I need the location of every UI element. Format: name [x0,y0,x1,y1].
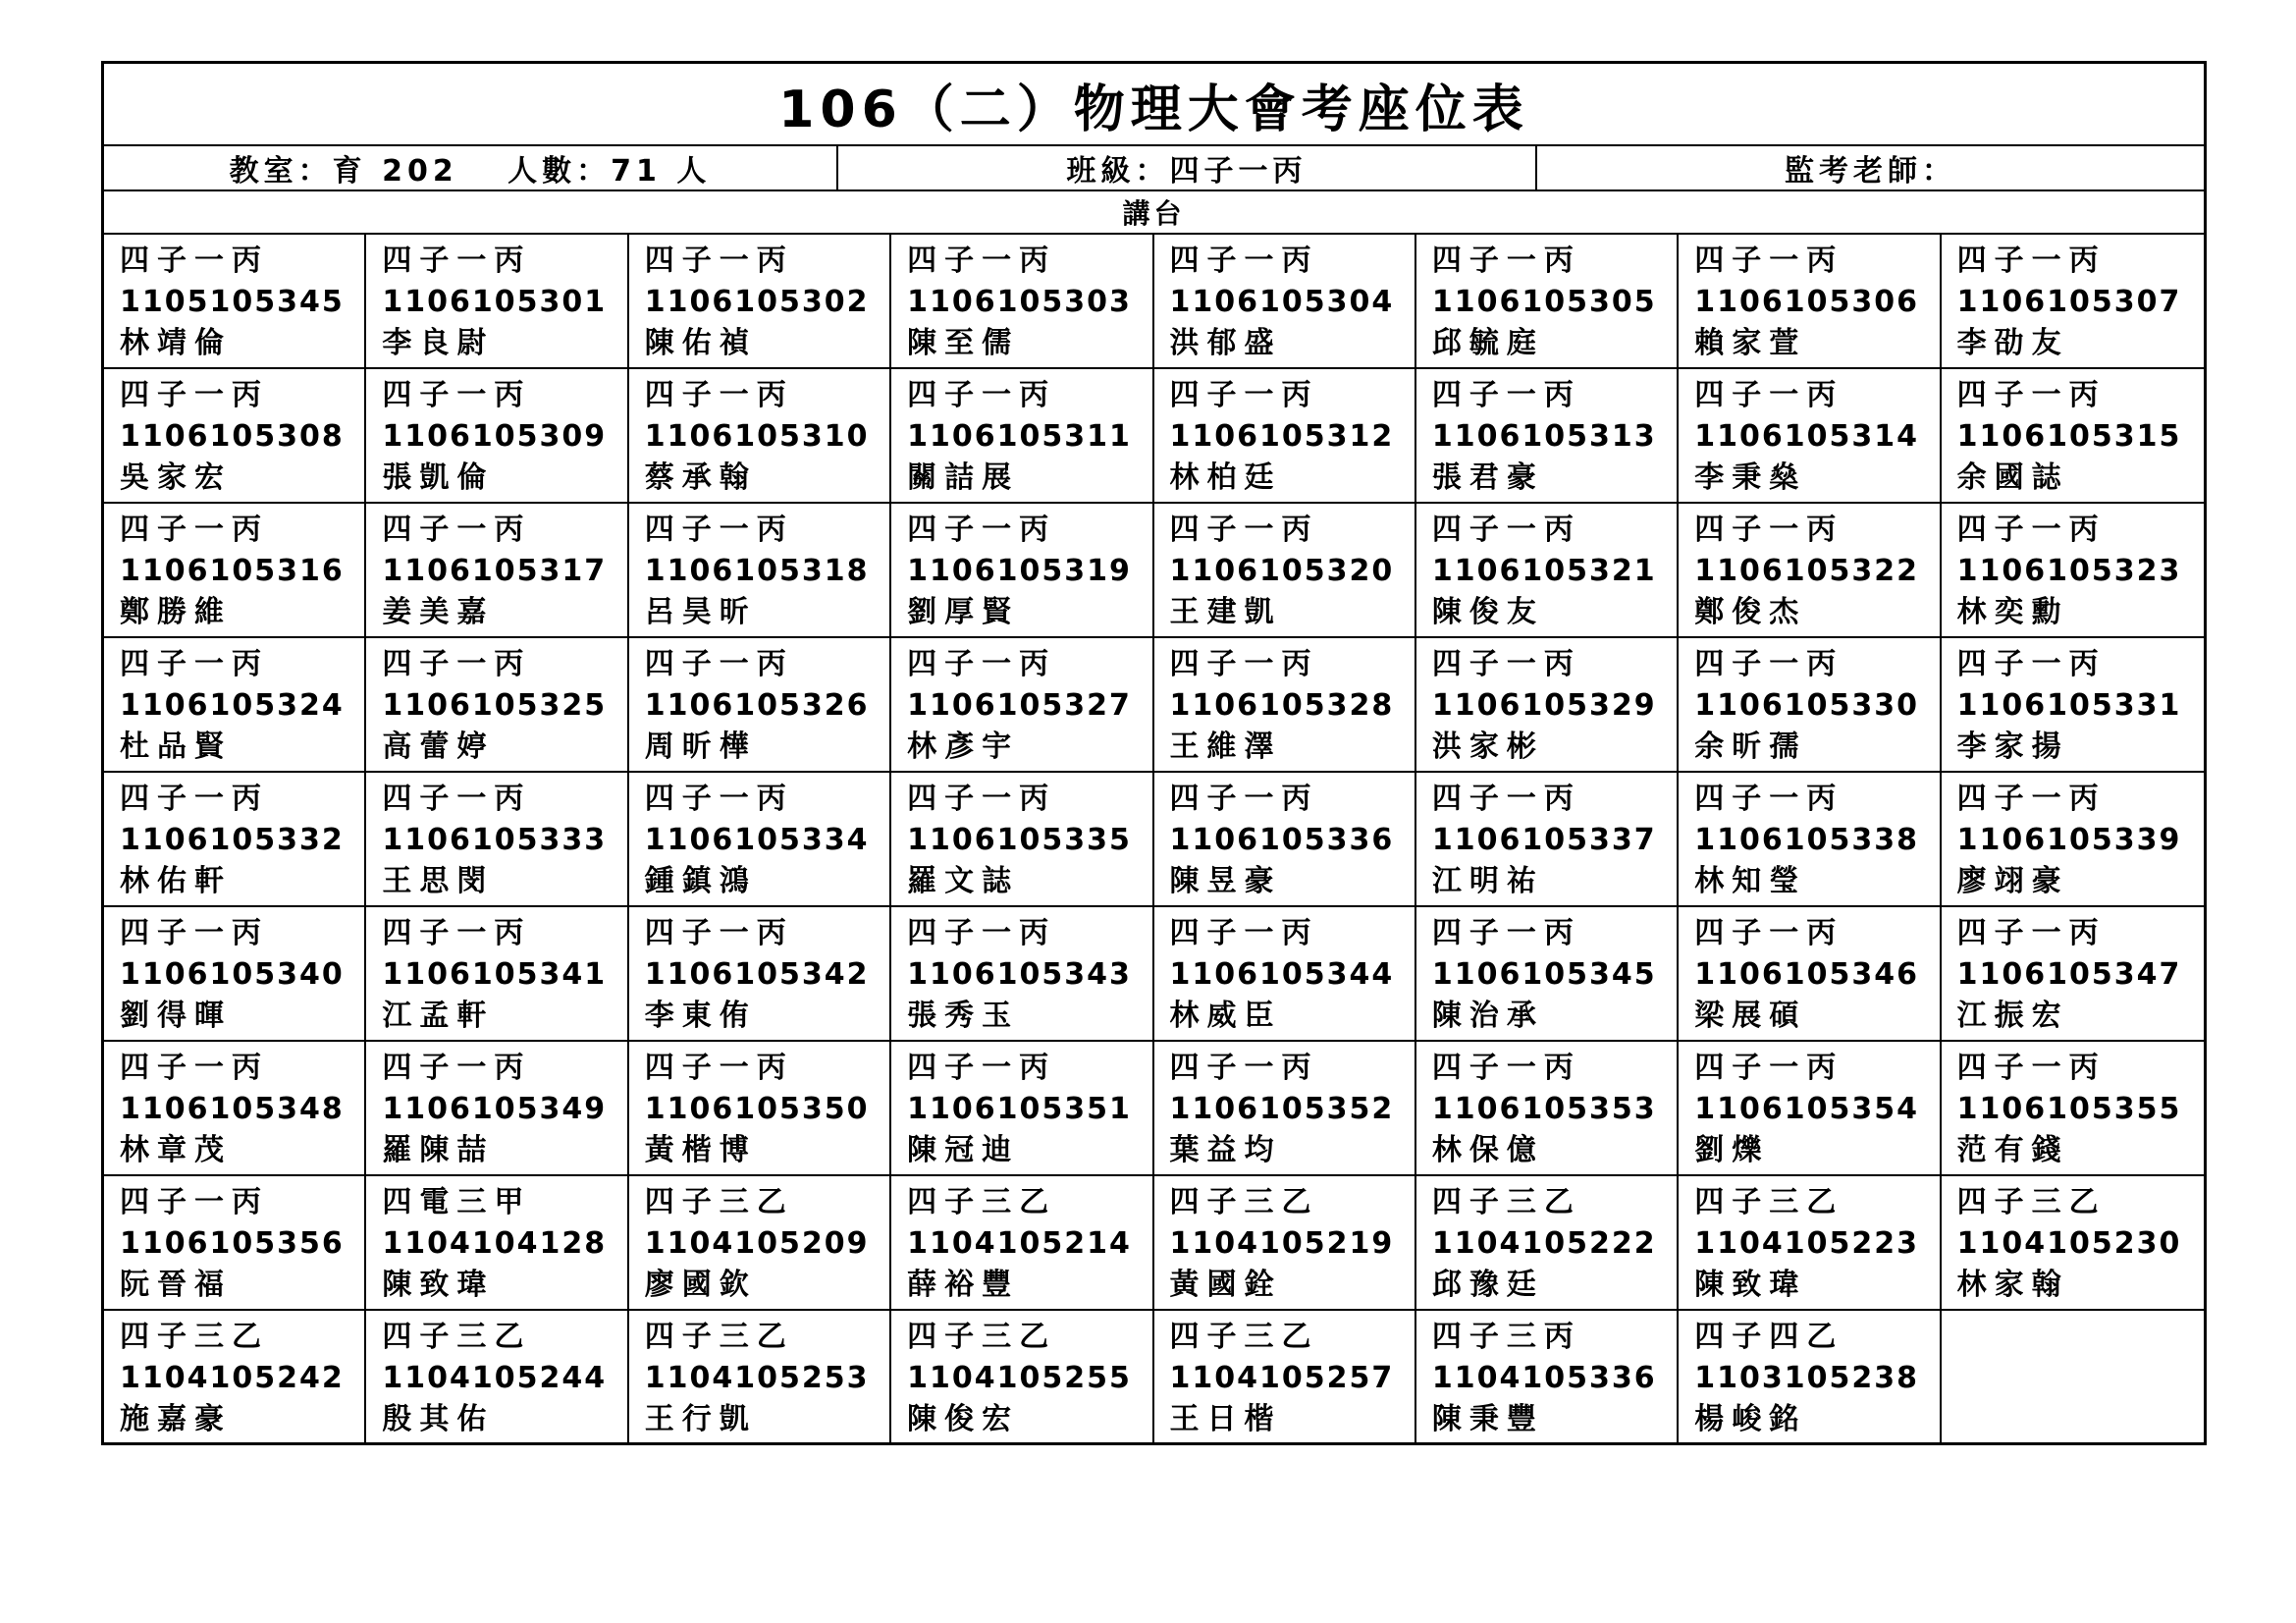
seat-student-name: 陳治承 [1431,999,1544,1033]
seat-student-name: 陳至儒 [907,326,1020,360]
seat-cell [366,504,628,638]
seat-student-id: 1106105325 [382,688,608,723]
seat-cell [629,773,891,907]
seat-class: 四子三乙 [1694,1185,1844,1219]
seat-cell [1416,907,1679,1042]
seat-student-id: 1106105336 [1169,823,1395,857]
seat-student-id: 1106105307 [1956,285,2182,319]
seat-cell [366,638,628,773]
seat-cell [1679,1176,1941,1311]
seat-student-name: 鍾鎮鴻 [644,864,757,898]
seat-student-id: 1106105302 [644,285,870,319]
seat-student-name: 林威臣 [1169,999,1282,1033]
seat-student-name: 林奕勳 [1956,595,2069,629]
seat-class: 四子一丙 [382,243,532,278]
seat-cell [1154,504,1416,638]
seat-cell [366,1176,628,1311]
seat-cell [104,1042,366,1176]
seat-class: 四子三乙 [907,1320,1057,1354]
seat-class: 四子一丙 [120,243,269,278]
seat-student-id: 1106105351 [907,1092,1132,1126]
seat-student-name: 劉爍 [1694,1133,1770,1167]
seat-class: 四子一丙 [644,782,794,816]
seat-student-name: 劉得暉 [120,999,232,1033]
seat-student-name: 江孟軒 [382,999,495,1033]
seat-student-id: 1106105304 [1169,285,1395,319]
seat-student-name: 羅陳喆 [382,1133,495,1167]
seat-student-name: 陳秉豐 [1431,1402,1544,1436]
seat-cell [1942,1311,2204,1442]
seat-student-id: 1106105331 [1956,688,2182,723]
seat-class: 四子一丙 [1169,243,1319,278]
seat-cell [891,1176,1153,1311]
seat-student-id: 1106105305 [1431,285,1657,319]
seat-student-id: 1106105356 [120,1226,345,1261]
seat-class: 四子一丙 [644,647,794,681]
seat-cell [1679,1042,1941,1176]
seat-cell [891,638,1153,773]
seat-cell [1942,1176,2204,1311]
seat-cell [1679,235,1941,369]
seat-student-name: 江振宏 [1956,999,2069,1033]
seat-student-id: 1106105332 [120,823,345,857]
seat-cell [891,907,1153,1042]
seat-student-name: 江明祐 [1431,864,1544,898]
seat-student-name: 關詰展 [907,460,1020,495]
seat-class: 四子一丙 [1694,782,1844,816]
seat-cell [629,1042,891,1176]
room-info: 教室：育 202 人數：71 人 [104,146,838,189]
seat-student-name: 蔡承翰 [644,460,757,495]
seat-student-name: 廖國欽 [644,1268,757,1302]
seat-class: 四子一丙 [1694,916,1844,950]
seat-class: 四子四乙 [1694,1320,1844,1354]
seat-student-id: 1106105347 [1956,957,2182,992]
seat-student-name: 殷其佑 [382,1402,495,1436]
seat-class: 四子一丙 [120,782,269,816]
seat-student-id: 1106105309 [382,419,608,454]
seat-cell [104,235,366,369]
seat-student-name: 楊峻銘 [1694,1402,1807,1436]
seat-student-name: 林章茂 [120,1133,232,1167]
seat-cell [1154,1176,1416,1311]
seat-cell [1416,773,1679,907]
seat-cell [366,907,628,1042]
seat-student-id: 1106105328 [1169,688,1395,723]
seat-student-id: 1106105310 [644,419,870,454]
seat-student-name: 鄭俊杰 [1694,595,1807,629]
proctor-info: 監考老師： [1785,154,1956,189]
seat-student-id: 1106105354 [1694,1092,1919,1126]
seat-student-name: 施嘉豪 [120,1402,232,1436]
seat-student-id: 1106105326 [644,688,870,723]
seat-student-name: 王維澤 [1169,730,1282,764]
seat-student-name: 羅文誌 [907,864,1020,898]
seat-class: 四子三乙 [644,1320,794,1354]
seat-cell [1416,504,1679,638]
seat-student-id: 1106105314 [1694,419,1919,454]
seat-class: 四子一丙 [907,782,1057,816]
seat-cell [1942,1042,2204,1176]
seat-cell [104,1176,366,1311]
seat-cell [1154,1311,1416,1442]
seat-student-name: 王思閔 [382,864,495,898]
seat-class: 四子三乙 [1169,1320,1319,1354]
seat-student-id: 1104105214 [907,1226,1132,1261]
seat-class: 四子三乙 [644,1185,794,1219]
seat-cell [629,1311,891,1442]
seat-student-id: 1106105341 [382,957,608,992]
seat-class: 四子一丙 [1431,513,1581,547]
seat-class: 四子三乙 [1169,1185,1319,1219]
seat-cell [1154,369,1416,504]
seat-class: 四子一丙 [644,916,794,950]
seat-class: 四子三乙 [382,1320,532,1354]
seat-student-id: 1106105322 [1694,554,1919,588]
seat-student-id: 1106105334 [644,823,870,857]
seat-student-id: 1106105337 [1431,823,1657,857]
seat-student-name: 林靖倫 [120,326,232,360]
seat-class: 四子一丙 [644,243,794,278]
seat-class: 四子一丙 [1956,916,2107,950]
seat-class: 四子一丙 [1169,378,1319,412]
seat-class: 四子一丙 [1431,1051,1581,1085]
seat-student-id: 1106105343 [907,957,1132,992]
seat-class: 四子一丙 [1169,916,1319,950]
seat-class: 四子一丙 [382,916,532,950]
seat-class: 四子一丙 [1956,243,2107,278]
seat-student-id: 1106105319 [907,554,1132,588]
seat-class: 四子一丙 [1956,1051,2107,1085]
seat-student-name: 洪家彬 [1431,730,1544,764]
seat-class: 四子一丙 [644,378,794,412]
seat-student-id: 1104105242 [120,1361,345,1395]
seat-student-name: 高蕾婷 [382,730,495,764]
seat-class: 四子一丙 [1694,647,1844,681]
seat-student-id: 1106105316 [120,554,345,588]
seat-class: 四子一丙 [644,1051,794,1085]
seat-class: 四子一丙 [382,1051,532,1085]
seat-student-name: 王建凱 [1169,595,1282,629]
seat-student-id: 1106105355 [1956,1092,2182,1126]
seat-student-id: 1106105301 [382,285,608,319]
info-row [104,146,2204,191]
seat-student-id: 1106105317 [382,554,608,588]
seat-class: 四子三乙 [1431,1185,1581,1219]
seat-student-name: 陳昱豪 [1169,864,1282,898]
seat-class: 四子一丙 [1694,1051,1844,1085]
seat-class: 四子一丙 [1956,782,2107,816]
seat-student-name: 陳俊友 [1431,595,1544,629]
seat-class: 四子一丙 [1956,378,2107,412]
seat-student-name: 范有錢 [1956,1133,2069,1167]
seat-cell [891,504,1153,638]
seat-cell [366,369,628,504]
seat-student-id: 1106105312 [1169,419,1395,454]
seat-class: 四子一丙 [1431,782,1581,816]
seat-cell [366,1042,628,1176]
seat-class: 四子一丙 [120,378,269,412]
seat-cell [1154,773,1416,907]
seat-student-name: 劉厚賢 [907,595,1020,629]
seat-student-name: 葉益均 [1169,1133,1282,1167]
seat-class: 四子一丙 [382,647,532,681]
seating-chart [101,61,2207,1445]
class-info: 班級：四子一丙 [838,146,1537,189]
seat-cell [629,907,891,1042]
seat-student-name: 林彥宇 [907,730,1020,764]
seat-class: 四子一丙 [382,378,532,412]
seat-cell [1154,638,1416,773]
seat-student-name: 李東侑 [644,999,757,1033]
seat-class: 四子三丙 [1431,1320,1581,1354]
seat-cell [891,369,1153,504]
seat-cell [1154,1042,1416,1176]
seat-class: 四子一丙 [1169,782,1319,816]
seat-student-id: 1106105350 [644,1092,870,1126]
seat-student-id: 1104105244 [382,1361,608,1395]
seat-student-id: 1105105345 [120,285,345,319]
seat-class: 四子一丙 [382,782,532,816]
seat-student-id: 1106105338 [1694,823,1919,857]
seat-cell [1679,1311,1941,1442]
seat-cell [1416,1176,1679,1311]
seat-student-id: 1106105352 [1169,1092,1395,1126]
seat-class: 四子三乙 [120,1320,269,1354]
seat-cell [104,773,366,907]
seat-student-id: 1106105349 [382,1092,608,1126]
seat-student-name: 林保億 [1431,1133,1544,1167]
seat-cell [104,504,366,638]
seat-class: 四子一丙 [1431,243,1581,278]
seat-student-name: 陳俊宏 [907,1402,1020,1436]
seat-student-id: 1103105238 [1694,1361,1919,1395]
seat-student-name: 薛裕豐 [907,1268,1020,1302]
seat-student-id: 1106105344 [1169,957,1395,992]
seat-student-id: 1106105353 [1431,1092,1657,1126]
seat-class: 四子一丙 [1431,647,1581,681]
seat-student-name: 吳家宏 [120,460,232,495]
seat-student-id: 1104105209 [644,1226,870,1261]
seat-student-name: 王行凱 [644,1402,757,1436]
seat-student-id: 1104105253 [644,1361,870,1395]
seat-cell [1942,907,2204,1042]
seat-class: 四子三乙 [1956,1185,2107,1219]
seat-student-id: 1104105222 [1431,1226,1657,1261]
seat-student-id: 1106105320 [1169,554,1395,588]
seat-student-id: 1104105230 [1956,1226,2182,1261]
seat-student-name: 梁展碩 [1694,999,1807,1033]
seat-class: 四子一丙 [907,1051,1057,1085]
seat-student-name: 陳冠迪 [907,1133,1020,1167]
seat-student-id: 1106105327 [907,688,1132,723]
seat-cell [104,1311,366,1442]
seat-class: 四子一丙 [120,1185,269,1219]
seat-cell [891,773,1153,907]
seat-student-id: 1104105219 [1169,1226,1395,1261]
seat-class: 四子一丙 [1431,378,1581,412]
seat-cell [891,235,1153,369]
seat-student-name: 邱毓庭 [1431,326,1544,360]
seat-class: 四子一丙 [1694,513,1844,547]
seat-student-id: 1106105313 [1431,419,1657,454]
seat-cell [1154,907,1416,1042]
seat-student-id: 1106105324 [120,688,345,723]
seat-student-id: 1104105257 [1169,1361,1395,1395]
seat-cell [366,235,628,369]
seat-cell [1154,235,1416,369]
seat-student-name: 賴家萱 [1694,326,1807,360]
page-title: 106（二）物理大會考座位表 [104,64,2204,146]
seat-class: 四子一丙 [1169,1051,1319,1085]
seat-student-id: 1106105340 [120,957,345,992]
seat-class: 四子一丙 [907,647,1057,681]
seat-class: 四子一丙 [1956,647,2107,681]
podium-label: 講台 [104,191,2204,235]
seat-student-id: 1106105335 [907,823,1132,857]
seat-class: 四子一丙 [907,513,1057,547]
seat-cell [1679,907,1941,1042]
seat-student-name: 余國誌 [1956,460,2069,495]
seat-student-id: 1104105255 [907,1361,1132,1395]
seat-cell [1416,369,1679,504]
seat-cell [1416,235,1679,369]
seat-student-id: 1104104128 [382,1226,608,1261]
seat-student-id: 1106105342 [644,957,870,992]
seat-class: 四子一丙 [1431,916,1581,950]
seat-student-name: 鄭勝維 [120,595,232,629]
seat-grid [104,235,2204,1442]
seat-student-id: 1106105329 [1431,688,1657,723]
seat-student-id: 1106105323 [1956,554,2182,588]
seat-student-id: 1106105308 [120,419,345,454]
seat-class: 四子一丙 [120,647,269,681]
seat-cell [1679,773,1941,907]
seat-class: 四子一丙 [907,378,1057,412]
seat-student-name: 邱豫廷 [1431,1268,1544,1302]
seat-cell [1942,638,2204,773]
seat-class: 四子一丙 [120,1051,269,1085]
seat-student-id: 1106105333 [382,823,608,857]
seat-student-id: 1106105348 [120,1092,345,1126]
seat-student-name: 林家翰 [1956,1268,2069,1302]
seat-class: 四子一丙 [1169,647,1319,681]
seat-cell [629,638,891,773]
seat-student-name: 阮晉福 [120,1268,232,1302]
seat-cell [891,1042,1153,1176]
seat-student-name: 李良尉 [382,326,495,360]
seat-student-name: 陳致瑋 [1694,1268,1807,1302]
seat-class: 四電三甲 [382,1185,532,1219]
seat-student-name: 張君豪 [1431,460,1544,495]
seat-student-name: 黃楷博 [644,1133,757,1167]
seat-class: 四子一丙 [907,916,1057,950]
seat-student-name: 林佑軒 [120,864,232,898]
seat-cell [1679,369,1941,504]
seat-student-id: 1106105303 [907,285,1132,319]
seat-student-name: 李家揚 [1956,730,2069,764]
seat-student-name: 黃國銓 [1169,1268,1282,1302]
seat-cell [104,907,366,1042]
seat-cell [1416,1042,1679,1176]
seat-cell [1679,638,1941,773]
seat-cell [1679,504,1941,638]
seat-student-name: 姜美嘉 [382,595,495,629]
seat-student-name: 杜品賢 [120,730,232,764]
seat-class: 四子一丙 [120,513,269,547]
seat-class: 四子一丙 [382,513,532,547]
seat-student-name: 王日楷 [1169,1402,1282,1436]
seat-student-id: 1106105318 [644,554,870,588]
seat-student-name: 呂昊昕 [644,595,757,629]
seat-cell [629,369,891,504]
seat-class: 四子一丙 [907,243,1057,278]
seat-student-name: 陳佑禎 [644,326,757,360]
seat-student-name: 張秀玉 [907,999,1020,1033]
seat-student-id: 1106105330 [1694,688,1919,723]
seat-cell [1942,369,2204,504]
seat-class: 四子一丙 [1694,243,1844,278]
seat-cell [891,1311,1153,1442]
seat-cell [1416,638,1679,773]
seat-student-name: 林知瑩 [1694,864,1807,898]
seat-cell [104,638,366,773]
seat-student-id: 1106105345 [1431,957,1657,992]
seat-cell [1416,1311,1679,1442]
seat-class: 四子一丙 [1694,378,1844,412]
seat-student-id: 1104105336 [1431,1361,1657,1395]
seat-student-id: 1106105311 [907,419,1132,454]
seat-student-name: 廖翊豪 [1956,864,2069,898]
seat-student-name: 李秉燊 [1694,460,1807,495]
seat-student-name: 周昕樺 [644,730,757,764]
seat-student-name: 李劭友 [1956,326,2069,360]
seat-class: 四子一丙 [1169,513,1319,547]
seat-cell [366,1311,628,1442]
seat-cell [1942,773,2204,907]
seat-student-name: 陳致瑋 [382,1268,495,1302]
seat-student-id: 1106105306 [1694,285,1919,319]
seat-student-name: 余昕孺 [1694,730,1807,764]
seat-student-id: 1106105321 [1431,554,1657,588]
seat-cell [1942,235,2204,369]
seat-cell [366,773,628,907]
seat-class: 四子一丙 [644,513,794,547]
seat-student-id: 1106105315 [1956,419,2182,454]
seat-student-name: 林柏廷 [1169,460,1282,495]
seat-student-id: 1104105223 [1694,1226,1919,1261]
seat-cell [629,235,891,369]
seat-class: 四子一丙 [120,916,269,950]
seat-cell [629,504,891,638]
seat-class: 四子一丙 [1956,513,2107,547]
seat-student-id: 1106105339 [1956,823,2182,857]
seat-cell [104,369,366,504]
seat-cell [629,1176,891,1311]
seat-class: 四子三乙 [907,1185,1057,1219]
seat-student-name: 張凱倫 [382,460,495,495]
seat-student-name: 洪郁盛 [1169,326,1282,360]
seat-student-id: 1106105346 [1694,957,1919,992]
seat-cell [1942,504,2204,638]
